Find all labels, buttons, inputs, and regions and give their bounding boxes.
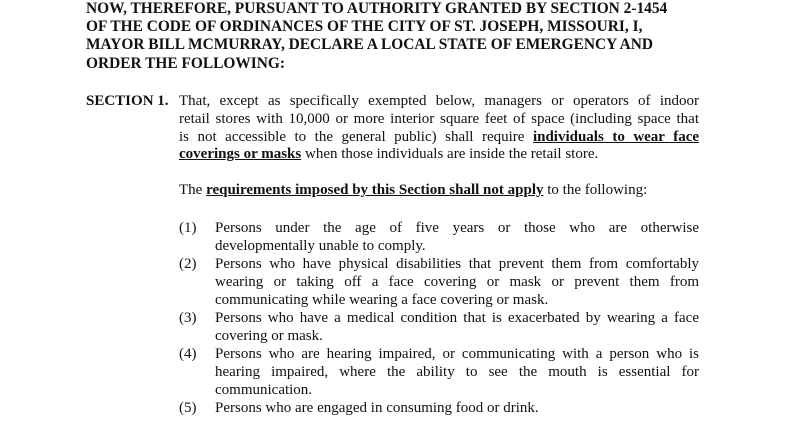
heading-line: OF THE CODE OF ORDINANCES OF THE CITY OF ST. JOSEPH, MISSOURI, I, bbox=[86, 18, 643, 36]
list-item-line: Persons who have physical disabilities that prevent them from comfortably bbox=[215, 256, 699, 272]
section-label: SECTION 1. bbox=[86, 93, 169, 109]
list-item-line: Persons who are engaged in consuming food or drink. bbox=[215, 400, 539, 416]
list-item-line: Persons under the age of five years or those who are otherwise bbox=[215, 220, 699, 236]
list-item-number: (4) bbox=[179, 346, 197, 362]
section-body-line: retail stores with 10,000 or more interior square feet of space (including space that bbox=[179, 110, 699, 127]
list-item bbox=[179, 399, 699, 417]
section-body-text: is not accessible to the general public) shall require bbox=[179, 128, 533, 145]
list-item-text bbox=[215, 345, 699, 399]
section-body bbox=[179, 93, 699, 164]
requirements-text: The bbox=[179, 182, 207, 198]
list-item-line: hearing impaired, where the ability to see the mouth is essential for bbox=[215, 364, 699, 380]
list-item-line: communication. bbox=[215, 382, 313, 398]
section-body-text: when those individuals are inside the retail store. bbox=[301, 146, 599, 163]
list-item bbox=[179, 255, 699, 309]
list-item-line: communicating while wearing a face covering or mask. bbox=[215, 292, 549, 308]
list-item-line: wearing or taking off a face covering or mask or prevent them from bbox=[215, 274, 699, 290]
list-item-number: (2) bbox=[179, 256, 197, 272]
requirements-emphasis: requirements imposed by this Section shall not apply bbox=[206, 182, 544, 198]
list-item bbox=[179, 309, 699, 345]
exemption-list bbox=[179, 219, 699, 417]
list-item bbox=[179, 345, 699, 399]
list-item-text bbox=[215, 219, 699, 255]
list-item-line: Persons who are hearing impaired, or communicating with a person who is bbox=[215, 346, 699, 362]
list-item-line: developmentally unable to comply. bbox=[215, 238, 426, 254]
list-item-line: covering or mask. bbox=[215, 328, 323, 344]
list-item-number: (1) bbox=[179, 220, 197, 236]
section-body-line: That, except as specifically exempted below, managers or operators of indoor bbox=[179, 93, 699, 109]
list-item-line: Persons who have a medical condition that is exacerbated by wearing a face bbox=[215, 310, 699, 326]
list-item-number: (5) bbox=[179, 400, 197, 416]
list-item-text bbox=[215, 309, 699, 345]
requirements-text: to the following: bbox=[543, 182, 648, 198]
requirements-intro bbox=[179, 182, 699, 200]
heading-line: MAYOR BILL MCMURRAY, DECLARE A LOCAL STATE OF EMERGENCY AND bbox=[86, 36, 653, 54]
list-item-text bbox=[215, 399, 699, 417]
section-body-line bbox=[179, 129, 699, 147]
order-heading bbox=[86, 0, 726, 73]
list-item bbox=[179, 219, 699, 255]
heading-line: NOW, THEREFORE, PURSUANT TO AUTHORITY GRANTED BY SECTION 2-1454 bbox=[86, 0, 668, 17]
heading-line: ORDER THE FOLLOWING: bbox=[86, 54, 285, 72]
mask-requirement-emphasis: individuals to wear face bbox=[532, 128, 700, 145]
list-item-text bbox=[215, 255, 699, 309]
mask-requirement-emphasis: coverings or masks bbox=[179, 146, 302, 163]
section-body-line bbox=[179, 146, 699, 164]
list-item-number: (3) bbox=[179, 310, 197, 326]
